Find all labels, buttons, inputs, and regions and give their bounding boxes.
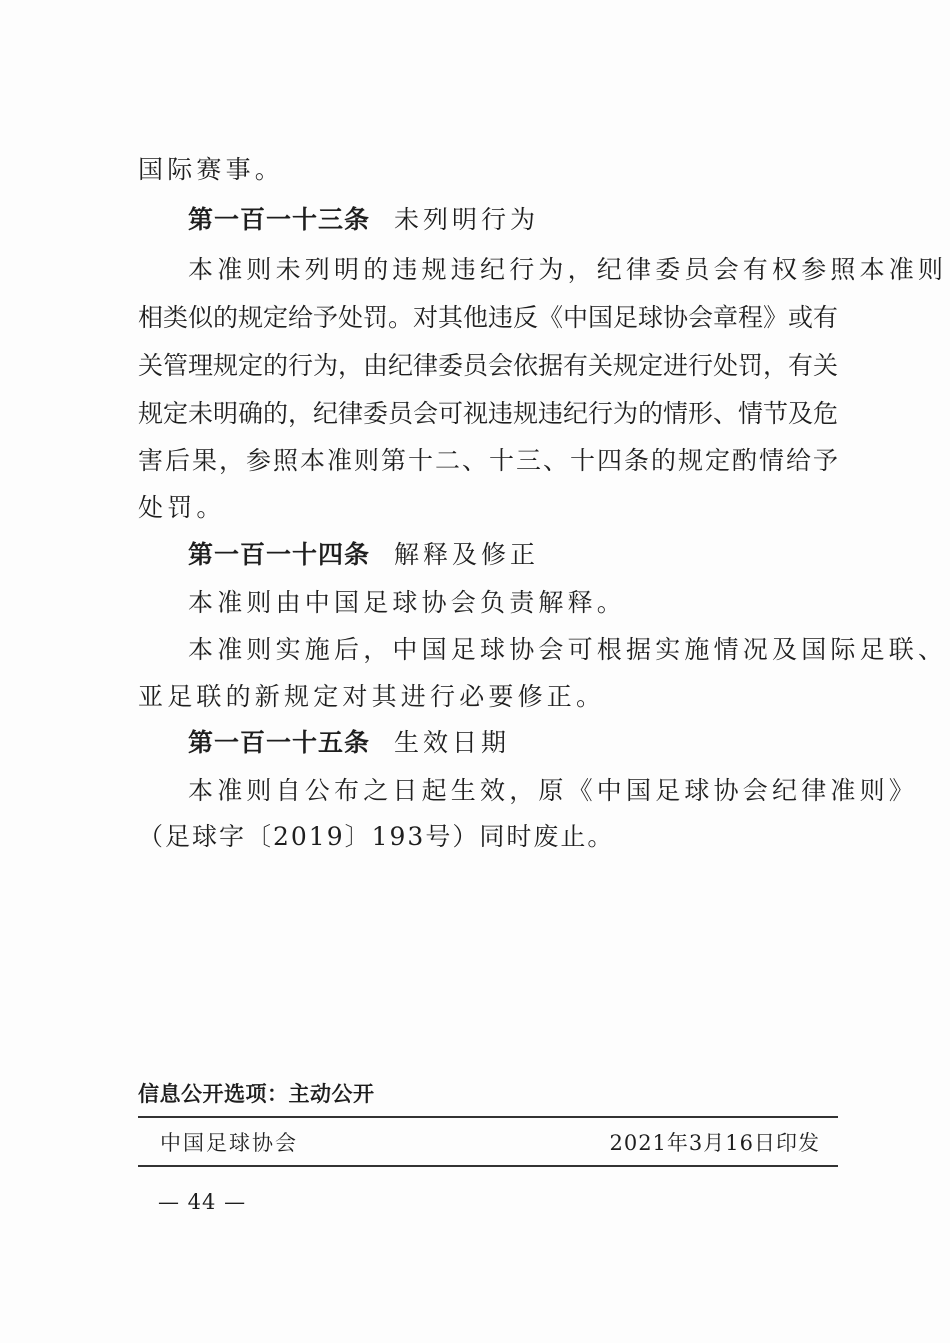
article-115-heading	[188, 728, 888, 758]
article-title: 解释及修正	[394, 540, 540, 569]
issuer: 中国足球协会	[160, 1131, 298, 1155]
paragraph-line: 关管理规定的行为，由纪律委员会依据有关规定进行处罚，有关	[138, 351, 839, 380]
article-title: 未列明行为	[394, 205, 540, 234]
paragraph-line: 相类似的规定给予处罚。对其他违反《中国足球协会章程》或有	[138, 303, 839, 332]
article-number: 第一百一十五条	[188, 728, 371, 757]
paragraph-line: 害后果，参照本准则第十二、十三、十四条的规定酌情给予	[138, 446, 838, 475]
paragraph-line: （足球字〔2019〕193号）同时废止。	[138, 822, 615, 851]
paragraph-line: 本准则未列明的违规违纪行为，纪律委员会有权参照本准则	[188, 255, 948, 284]
paragraph-line: 本准则实施后，中国足球协会可根据实施情况及国际足联、	[188, 635, 948, 664]
article-number: 第一百一十四条	[188, 540, 371, 569]
paragraph-line: 规定未明确的，纪律委员会可视违规违纪行为的情形、情节及危	[138, 399, 839, 428]
paragraph-line: 本准则由中国足球协会负责解释。	[188, 588, 627, 617]
paragraph-line: 处罚。	[138, 493, 226, 522]
article-114-heading	[188, 540, 888, 570]
article-113-heading	[188, 205, 888, 235]
page-number: — 44 —	[158, 1190, 247, 1214]
footer-divider-top	[138, 1116, 838, 1118]
footer-divider-bottom	[138, 1165, 838, 1167]
continuation-text: 国际赛事。	[138, 155, 285, 184]
issue-date: 2021年3月16日印发	[609, 1131, 820, 1155]
disclosure-option: 信息公开选项：主动公开	[138, 1082, 375, 1106]
paragraph-line: 本准则自公布之日起生效，原《中国足球协会纪律准则》	[188, 776, 919, 805]
paragraph-line: 亚足联的新规定对其进行必要修正。	[138, 682, 606, 711]
article-number: 第一百一十三条	[188, 205, 371, 234]
article-title: 生效日期	[394, 728, 511, 757]
